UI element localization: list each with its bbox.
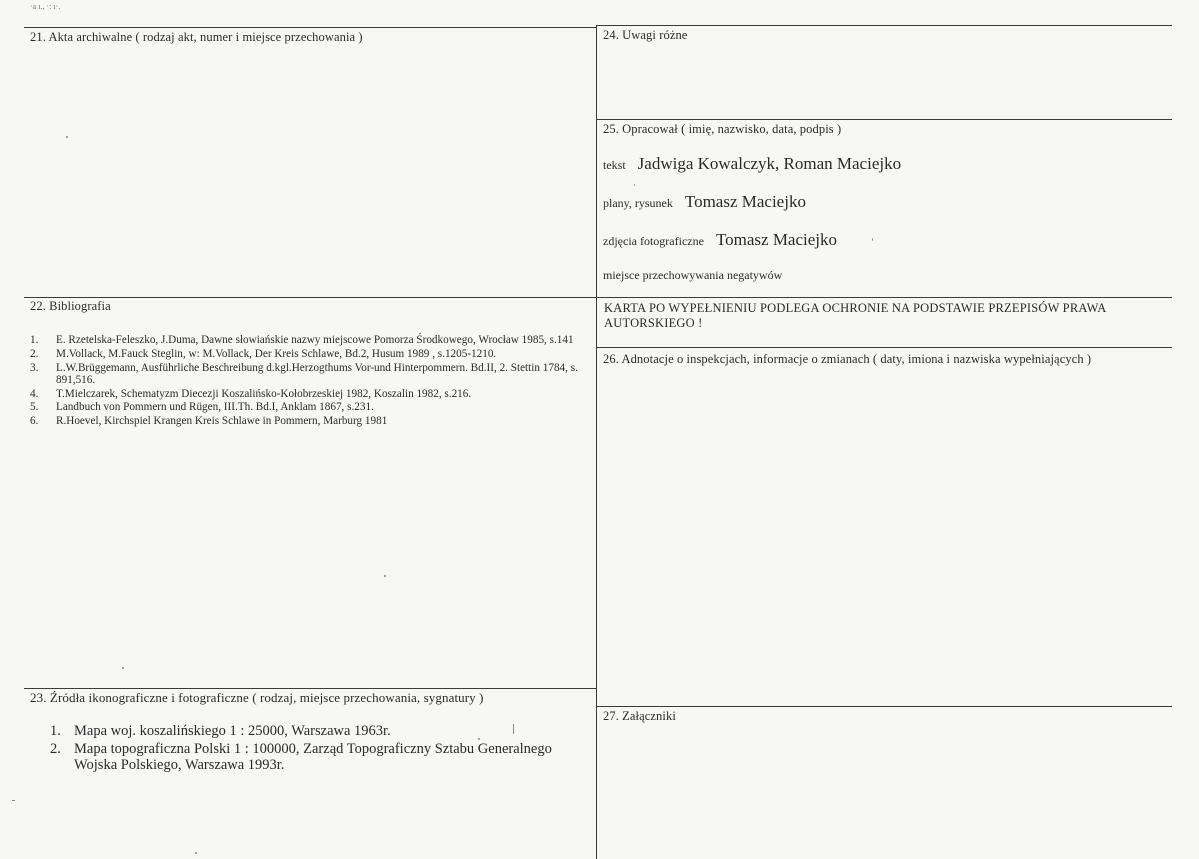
rule-s26 xyxy=(596,347,1172,348)
bibliography-item: 3. L.W.Brüggemann, Ausführliche Beschreibung d.kgl.Herzogthums Vor-und Hinterpommern. Bd.II, 2. Stettin 1784, s. 891,516. xyxy=(30,361,578,386)
prepared-text-authors: Jadwiga Kowalczyk, Roman Maciejko xyxy=(637,154,902,173)
section-27-label: 27. Załączniki xyxy=(603,709,676,723)
scan-speck xyxy=(634,184,635,186)
prepared-text-label: tekst xyxy=(603,158,626,172)
rule-notice xyxy=(596,297,1172,298)
scan-marks: ·a ı., ·: ı·. xyxy=(30,2,61,11)
section-24-label: 24. Uwagi różne xyxy=(603,28,688,42)
source-item: 1. Mapa woj. koszalińskiego 1 : 25000, Warszawa 1963r. xyxy=(50,723,391,739)
bibliography-item: 5. Landbuch von Pommern und Rügen, III.Th. Bd.I, Anklam 1867, s.231. xyxy=(30,401,374,414)
section-22-label: 22. Bibliografia xyxy=(30,299,111,313)
section-23-label: 23. Źródła ikonograficzne i fotograficzne ( rodzaj, miejsce przechowania, sygnatury ) xyxy=(30,690,484,705)
negatives-location-row xyxy=(603,266,782,284)
rule-s27 xyxy=(596,706,1172,707)
prepared-plans-label: plany, rysunek xyxy=(603,196,673,210)
scan-speck xyxy=(513,724,514,734)
prepared-photos-author: Tomasz Maciejko xyxy=(715,230,838,249)
copyright-notice: KARTA PO WYPEŁNIENIU PODLEGA OCHRONIE NA PODSTAWIE PRZEPISÓW PRAWA AUTORSKIEGO ! xyxy=(604,301,1106,330)
negatives-location-label: miejsce przechowywania negatywów xyxy=(603,268,783,282)
prepared-photos-label: zdjęcia fotograficzne xyxy=(603,234,704,248)
rule-s23 xyxy=(24,688,596,689)
section-25-label: 25. Opracował ( imię, nazwisko, data, podpis ) xyxy=(603,122,842,136)
top-rule-left xyxy=(24,27,596,28)
scan-speck xyxy=(384,575,386,577)
scan-speck xyxy=(12,800,15,801)
source-item: 2. Mapa topograficzna Polski 1 : 100000, Zarząd Topograficzny Sztabu Generalnego Wojska Polskiego, Warszawa 1993r. xyxy=(50,740,552,773)
rule-s25 xyxy=(596,119,1172,120)
section-26-label: 26. Adnotacje o inspekcjach, informacje o zmianach ( daty, imiona i nazwiska wypełniających ) xyxy=(603,352,1092,366)
iconographic-sources-list xyxy=(50,723,580,775)
scan-speck xyxy=(872,238,873,241)
prepared-plans-row xyxy=(603,192,806,212)
bibliography-item: 4. T.Mielczarek, Schematyzm Diecezji Koszalińsko-Kołobrzeskiej 1982, Koszalin 1982, s.216. xyxy=(30,387,472,400)
scan-speck xyxy=(195,852,197,854)
rule-s22 xyxy=(24,297,596,298)
scan-speck xyxy=(122,667,124,669)
scan-speck xyxy=(478,738,480,740)
prepared-text-row xyxy=(603,154,901,174)
bibliography-item: 6. R.Hoevel, Kirchspiel Krangen Kreis Schlawe in Pommern, Marburg 1981 xyxy=(30,415,388,428)
prepared-plans-author: Tomasz Maciejko xyxy=(684,192,806,211)
center-divider xyxy=(596,25,597,859)
bibliography-item: 2. M.Vollack, M.Fauck Steglin, w: M.Vollack, Der Kreis Schlawe, Bd.2, Husum 1989 , s.1205-1210. xyxy=(30,347,497,360)
bibliography-list xyxy=(30,334,585,429)
scan-speck xyxy=(66,136,68,138)
prepared-photos-row xyxy=(603,230,837,250)
section-21-label: 21. Akta archiwalne ( rodzaj akt, numer i miejsce przechowania ) xyxy=(30,30,363,44)
top-rule-right xyxy=(596,25,1172,26)
bibliography-item: 1. E. Rzetelska-Feleszko, J.Duma, Dawne słowiańskie nazwy miejscowe Pomorza Środkowego, Wrocław 1985, s.141 xyxy=(30,334,574,346)
